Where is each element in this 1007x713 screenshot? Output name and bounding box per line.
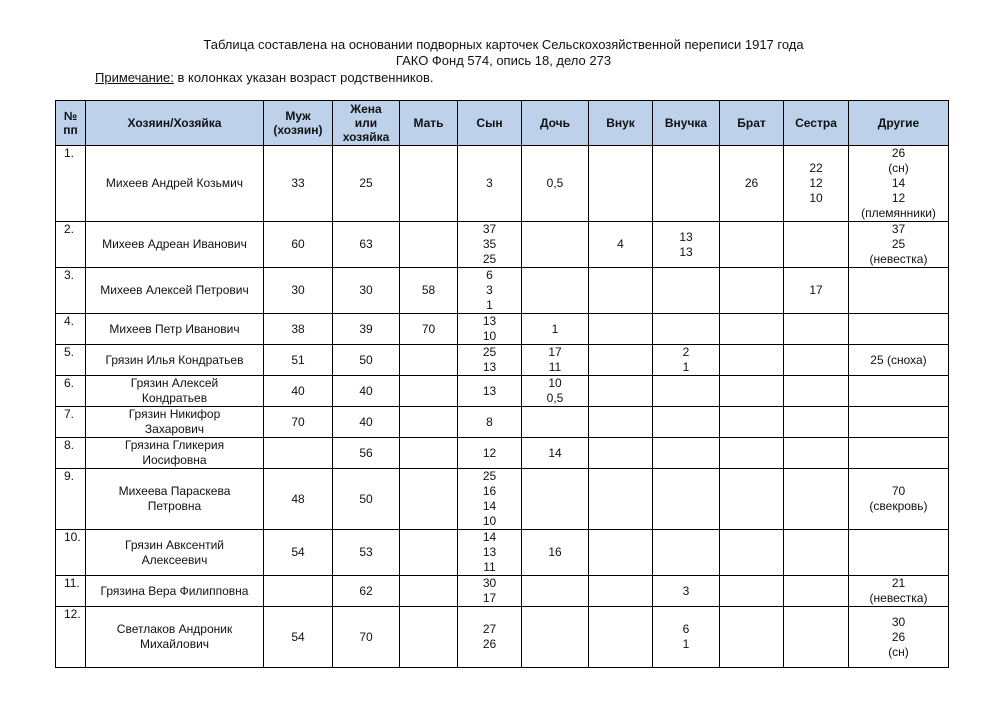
table-row	[56, 576, 949, 607]
col-header: Другие	[849, 101, 949, 146]
granddaughter-ages	[653, 146, 720, 222]
daughter-ages	[522, 222, 589, 268]
granddaughter-ages	[653, 530, 720, 576]
table-row	[56, 407, 949, 438]
brother-ages	[720, 376, 784, 407]
table-row	[56, 222, 949, 268]
daughter-ages	[522, 469, 589, 530]
other-relatives: 21 (невестка)	[849, 576, 949, 607]
row-number: 3.	[56, 268, 86, 314]
daughter-ages: 17 11	[522, 345, 589, 376]
son-ages: 6 3 1	[458, 268, 522, 314]
row-number: 8.	[56, 438, 86, 469]
other-relatives	[849, 530, 949, 576]
son-ages: 25 16 14 10	[458, 469, 522, 530]
wife-age: 70	[333, 607, 400, 668]
sister-ages	[784, 314, 849, 345]
row-number: 1.	[56, 146, 86, 222]
table-row	[56, 314, 949, 345]
owner-name: Михеев Андрей Козьмич	[86, 146, 264, 222]
grandson-ages	[589, 268, 653, 314]
brother-ages	[720, 314, 784, 345]
sister-ages: 17	[784, 268, 849, 314]
col-header: Хозяин/Хозяйка	[86, 101, 264, 146]
wife-age: 40	[333, 407, 400, 438]
col-header: Мать	[400, 101, 458, 146]
owner-name: Михеев Петр Иванович	[86, 314, 264, 345]
granddaughter-ages	[653, 314, 720, 345]
table-row	[56, 438, 949, 469]
brother-ages	[720, 530, 784, 576]
grandson-ages	[589, 314, 653, 345]
daughter-ages: 0,5	[522, 146, 589, 222]
mother-age	[400, 222, 458, 268]
owner-name: Михеев Алексей Петрович	[86, 268, 264, 314]
row-number: 6.	[56, 376, 86, 407]
table-row	[56, 345, 949, 376]
owner-name: Светлаков Андроник Михайлович	[86, 607, 264, 668]
son-ages: 30 17	[458, 576, 522, 607]
note	[95, 70, 434, 86]
sister-ages	[784, 607, 849, 668]
sister-ages	[784, 530, 849, 576]
husband-age: 48	[264, 469, 333, 530]
mother-age	[400, 345, 458, 376]
grandson-ages: 4	[589, 222, 653, 268]
other-relatives	[849, 314, 949, 345]
husband-age: 33	[264, 146, 333, 222]
brother-ages	[720, 345, 784, 376]
owner-name: Михеев Адреан Иванович	[86, 222, 264, 268]
wife-age: 50	[333, 469, 400, 530]
husband-age	[264, 576, 333, 607]
other-relatives: 30 26 (сн)	[849, 607, 949, 668]
owner-name: Грязин Никифор Захарович	[86, 407, 264, 438]
grandson-ages	[589, 438, 653, 469]
brother-ages: 26	[720, 146, 784, 222]
table-row	[56, 268, 949, 314]
col-header: Сын	[458, 101, 522, 146]
table-row	[56, 469, 949, 530]
other-relatives	[849, 376, 949, 407]
col-header: Дочь	[522, 101, 589, 146]
granddaughter-ages	[653, 438, 720, 469]
wife-age: 30	[333, 268, 400, 314]
mother-age	[400, 607, 458, 668]
mother-age	[400, 576, 458, 607]
other-relatives: 26 (сн) 14 12 (племянники)	[849, 146, 949, 222]
sister-ages	[784, 576, 849, 607]
husband-age: 51	[264, 345, 333, 376]
wife-age: 53	[333, 530, 400, 576]
other-relatives	[849, 407, 949, 438]
row-number: 4.	[56, 314, 86, 345]
granddaughter-ages	[653, 376, 720, 407]
grandson-ages	[589, 146, 653, 222]
daughter-ages: 1	[522, 314, 589, 345]
owner-name: Михеева Параскева Петровна	[86, 469, 264, 530]
row-number: 2.	[56, 222, 86, 268]
brother-ages	[720, 407, 784, 438]
census-table	[55, 100, 949, 668]
sister-ages	[784, 407, 849, 438]
other-relatives: 37 25 (невестка)	[849, 222, 949, 268]
grandson-ages	[589, 376, 653, 407]
table-row	[56, 146, 949, 222]
sister-ages	[784, 438, 849, 469]
brother-ages	[720, 469, 784, 530]
sister-ages	[784, 345, 849, 376]
grandson-ages	[589, 345, 653, 376]
wife-age: 39	[333, 314, 400, 345]
daughter-ages	[522, 407, 589, 438]
husband-age: 30	[264, 268, 333, 314]
granddaughter-ages: 6 1	[653, 607, 720, 668]
wife-age: 63	[333, 222, 400, 268]
row-number: 11.	[56, 576, 86, 607]
owner-name: Грязин Илья Кондратьев	[86, 345, 264, 376]
owner-name: Грязина Гликерия Иосифовна	[86, 438, 264, 469]
row-number: 12.	[56, 607, 86, 668]
col-header: Внучка	[653, 101, 720, 146]
grandson-ages	[589, 530, 653, 576]
other-relatives: 25 (сноха)	[849, 345, 949, 376]
daughter-ages: 10 0,5	[522, 376, 589, 407]
son-ages: 25 13	[458, 345, 522, 376]
col-header: Сестра	[784, 101, 849, 146]
wife-age: 62	[333, 576, 400, 607]
granddaughter-ages	[653, 407, 720, 438]
col-header: Жена или хозяйка	[333, 101, 400, 146]
mother-age: 58	[400, 268, 458, 314]
brother-ages	[720, 222, 784, 268]
daughter-ages: 14	[522, 438, 589, 469]
note-text: в колонках указан возраст родственников.	[173, 70, 434, 85]
archive-reference: ГАКО Фонд 574, опись 18, дело 273	[395, 53, 612, 68]
husband-age: 60	[264, 222, 333, 268]
col-header: Брат	[720, 101, 784, 146]
wife-age: 40	[333, 376, 400, 407]
row-number: 9.	[56, 469, 86, 530]
daughter-ages	[522, 607, 589, 668]
sister-ages	[784, 222, 849, 268]
granddaughter-ages: 2 1	[653, 345, 720, 376]
row-number: 5.	[56, 345, 86, 376]
son-ages: 8	[458, 407, 522, 438]
son-ages: 37 35 25	[458, 222, 522, 268]
husband-age: 40	[264, 376, 333, 407]
row-number: 10.	[56, 530, 86, 576]
table-row	[56, 376, 949, 407]
mother-age	[400, 469, 458, 530]
grandson-ages	[589, 607, 653, 668]
table-title: Таблица составлена на основании подворных карточек Сельскохозяйственной переписи 1917 года	[203, 37, 804, 52]
table-row	[56, 530, 949, 576]
son-ages: 3	[458, 146, 522, 222]
daughter-ages	[522, 576, 589, 607]
note-label: Примечание:	[95, 70, 174, 85]
granddaughter-ages: 13 13	[653, 222, 720, 268]
col-header: Муж (хозяин)	[264, 101, 333, 146]
other-relatives	[849, 438, 949, 469]
header-row	[56, 101, 949, 146]
grandson-ages	[589, 407, 653, 438]
son-ages: 13	[458, 376, 522, 407]
mother-age	[400, 376, 458, 407]
table-row	[56, 607, 949, 668]
brother-ages	[720, 576, 784, 607]
brother-ages	[720, 438, 784, 469]
grandson-ages	[589, 469, 653, 530]
col-header: № пп	[56, 101, 86, 146]
son-ages: 27 26	[458, 607, 522, 668]
mother-age	[400, 407, 458, 438]
mother-age	[400, 146, 458, 222]
husband-age: 70	[264, 407, 333, 438]
husband-age: 54	[264, 607, 333, 668]
brother-ages	[720, 607, 784, 668]
sister-ages	[784, 469, 849, 530]
sister-ages	[784, 376, 849, 407]
granddaughter-ages: 3	[653, 576, 720, 607]
son-ages: 14 13 11	[458, 530, 522, 576]
wife-age: 50	[333, 345, 400, 376]
son-ages: 12	[458, 438, 522, 469]
brother-ages	[720, 268, 784, 314]
wife-age: 56	[333, 438, 400, 469]
owner-name: Грязин Алексей Кондратьев	[86, 376, 264, 407]
grandson-ages	[589, 576, 653, 607]
row-number: 7.	[56, 407, 86, 438]
mother-age: 70	[400, 314, 458, 345]
mother-age	[400, 438, 458, 469]
husband-age: 38	[264, 314, 333, 345]
granddaughter-ages	[653, 469, 720, 530]
wife-age: 25	[333, 146, 400, 222]
daughter-ages	[522, 268, 589, 314]
mother-age	[400, 530, 458, 576]
owner-name: Грязина Вера Филипповна	[86, 576, 264, 607]
husband-age	[264, 438, 333, 469]
sister-ages: 22 12 10	[784, 146, 849, 222]
col-header: Внук	[589, 101, 653, 146]
owner-name: Грязин Авксентий Алексеевич	[86, 530, 264, 576]
son-ages: 13 10	[458, 314, 522, 345]
other-relatives	[849, 268, 949, 314]
daughter-ages: 16	[522, 530, 589, 576]
granddaughter-ages	[653, 268, 720, 314]
husband-age: 54	[264, 530, 333, 576]
other-relatives: 70 (свекровь)	[849, 469, 949, 530]
